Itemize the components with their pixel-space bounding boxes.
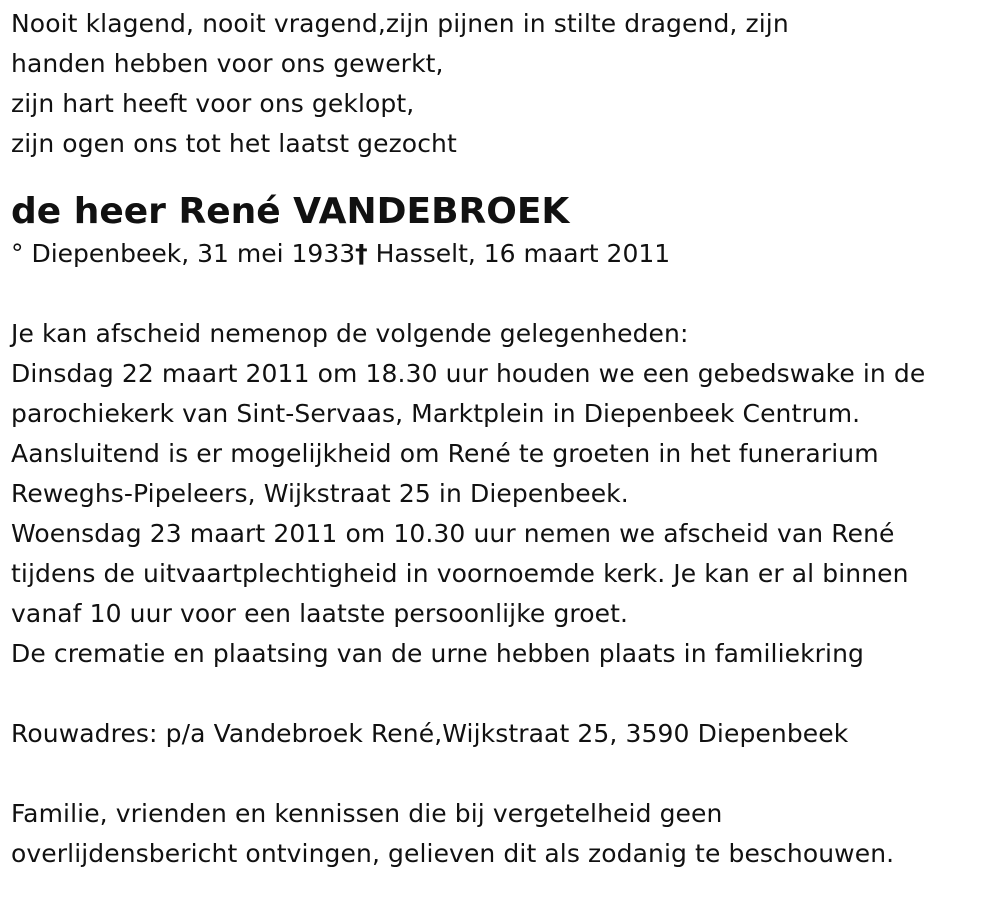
farewell-details	[11, 314, 991, 674]
spacer	[11, 674, 991, 714]
poem	[11, 4, 991, 164]
notice-line: overlijdensbericht ontvingen, gelieven dit als zodanig te beschouwen.	[11, 839, 895, 868]
cross-icon: †	[355, 239, 368, 268]
poem-line: handen hebben voor ons gewerkt,	[11, 49, 444, 78]
farewell-line: tijdens de uitvaartplechtigheid in voornoemde kerk. Je kan er al binnen	[11, 559, 909, 588]
obituary-notice	[11, 4, 991, 874]
mourning-address: Rouwadres: p/a Vandebroek René,Wijkstraat 25, 3590 Diepenbeek	[11, 719, 849, 748]
spacer	[11, 754, 991, 794]
deceased-name: de heer René VANDEBROEK	[11, 191, 570, 232]
poem-line: zijn ogen ons tot het laatst gezocht	[11, 129, 457, 158]
farewell-line: Dinsdag 22 maart 2011 om 18.30 uur houden we een gebedswake in de	[11, 359, 926, 388]
life-dates	[11, 234, 991, 274]
farewell-line: parochiekerk van Sint-Servaas, Marktplein in Diepenbeek Centrum.	[11, 399, 861, 428]
farewell-line: vanaf 10 uur voor een laatste persoonlijke groet.	[11, 599, 629, 628]
farewell-line: Je kan afscheid nemenop de volgende gelegenheden:	[11, 319, 689, 348]
notice-line: Familie, vrienden en kennissen die bij vergetelheid geen	[11, 799, 723, 828]
spacer	[11, 164, 991, 184]
farewell-line: De crematie en plaatsing van de urne hebben plaats in familiekring	[11, 639, 865, 668]
farewell-line: Woensdag 23 maart 2011 om 10.30 uur nemen we afscheid van René	[11, 519, 895, 548]
death-info: Hasselt, 16 maart 2011	[367, 239, 671, 268]
birth-info: ° Diepenbeek, 31 mei 1933	[11, 239, 356, 268]
poem-line: zijn hart heeft voor ons geklopt,	[11, 89, 415, 118]
closing-notice	[11, 794, 991, 874]
farewell-line: Aansluitend is er mogelijkheid om René te groeten in het funerarium	[11, 439, 879, 468]
farewell-line: Reweghs-Pipeleers, Wijkstraat 25 in Diepenbeek.	[11, 479, 629, 508]
spacer	[11, 274, 991, 314]
poem-line: Nooit klagend, nooit vragend,zijn pijnen in stilte dragend, zijn	[11, 9, 789, 38]
